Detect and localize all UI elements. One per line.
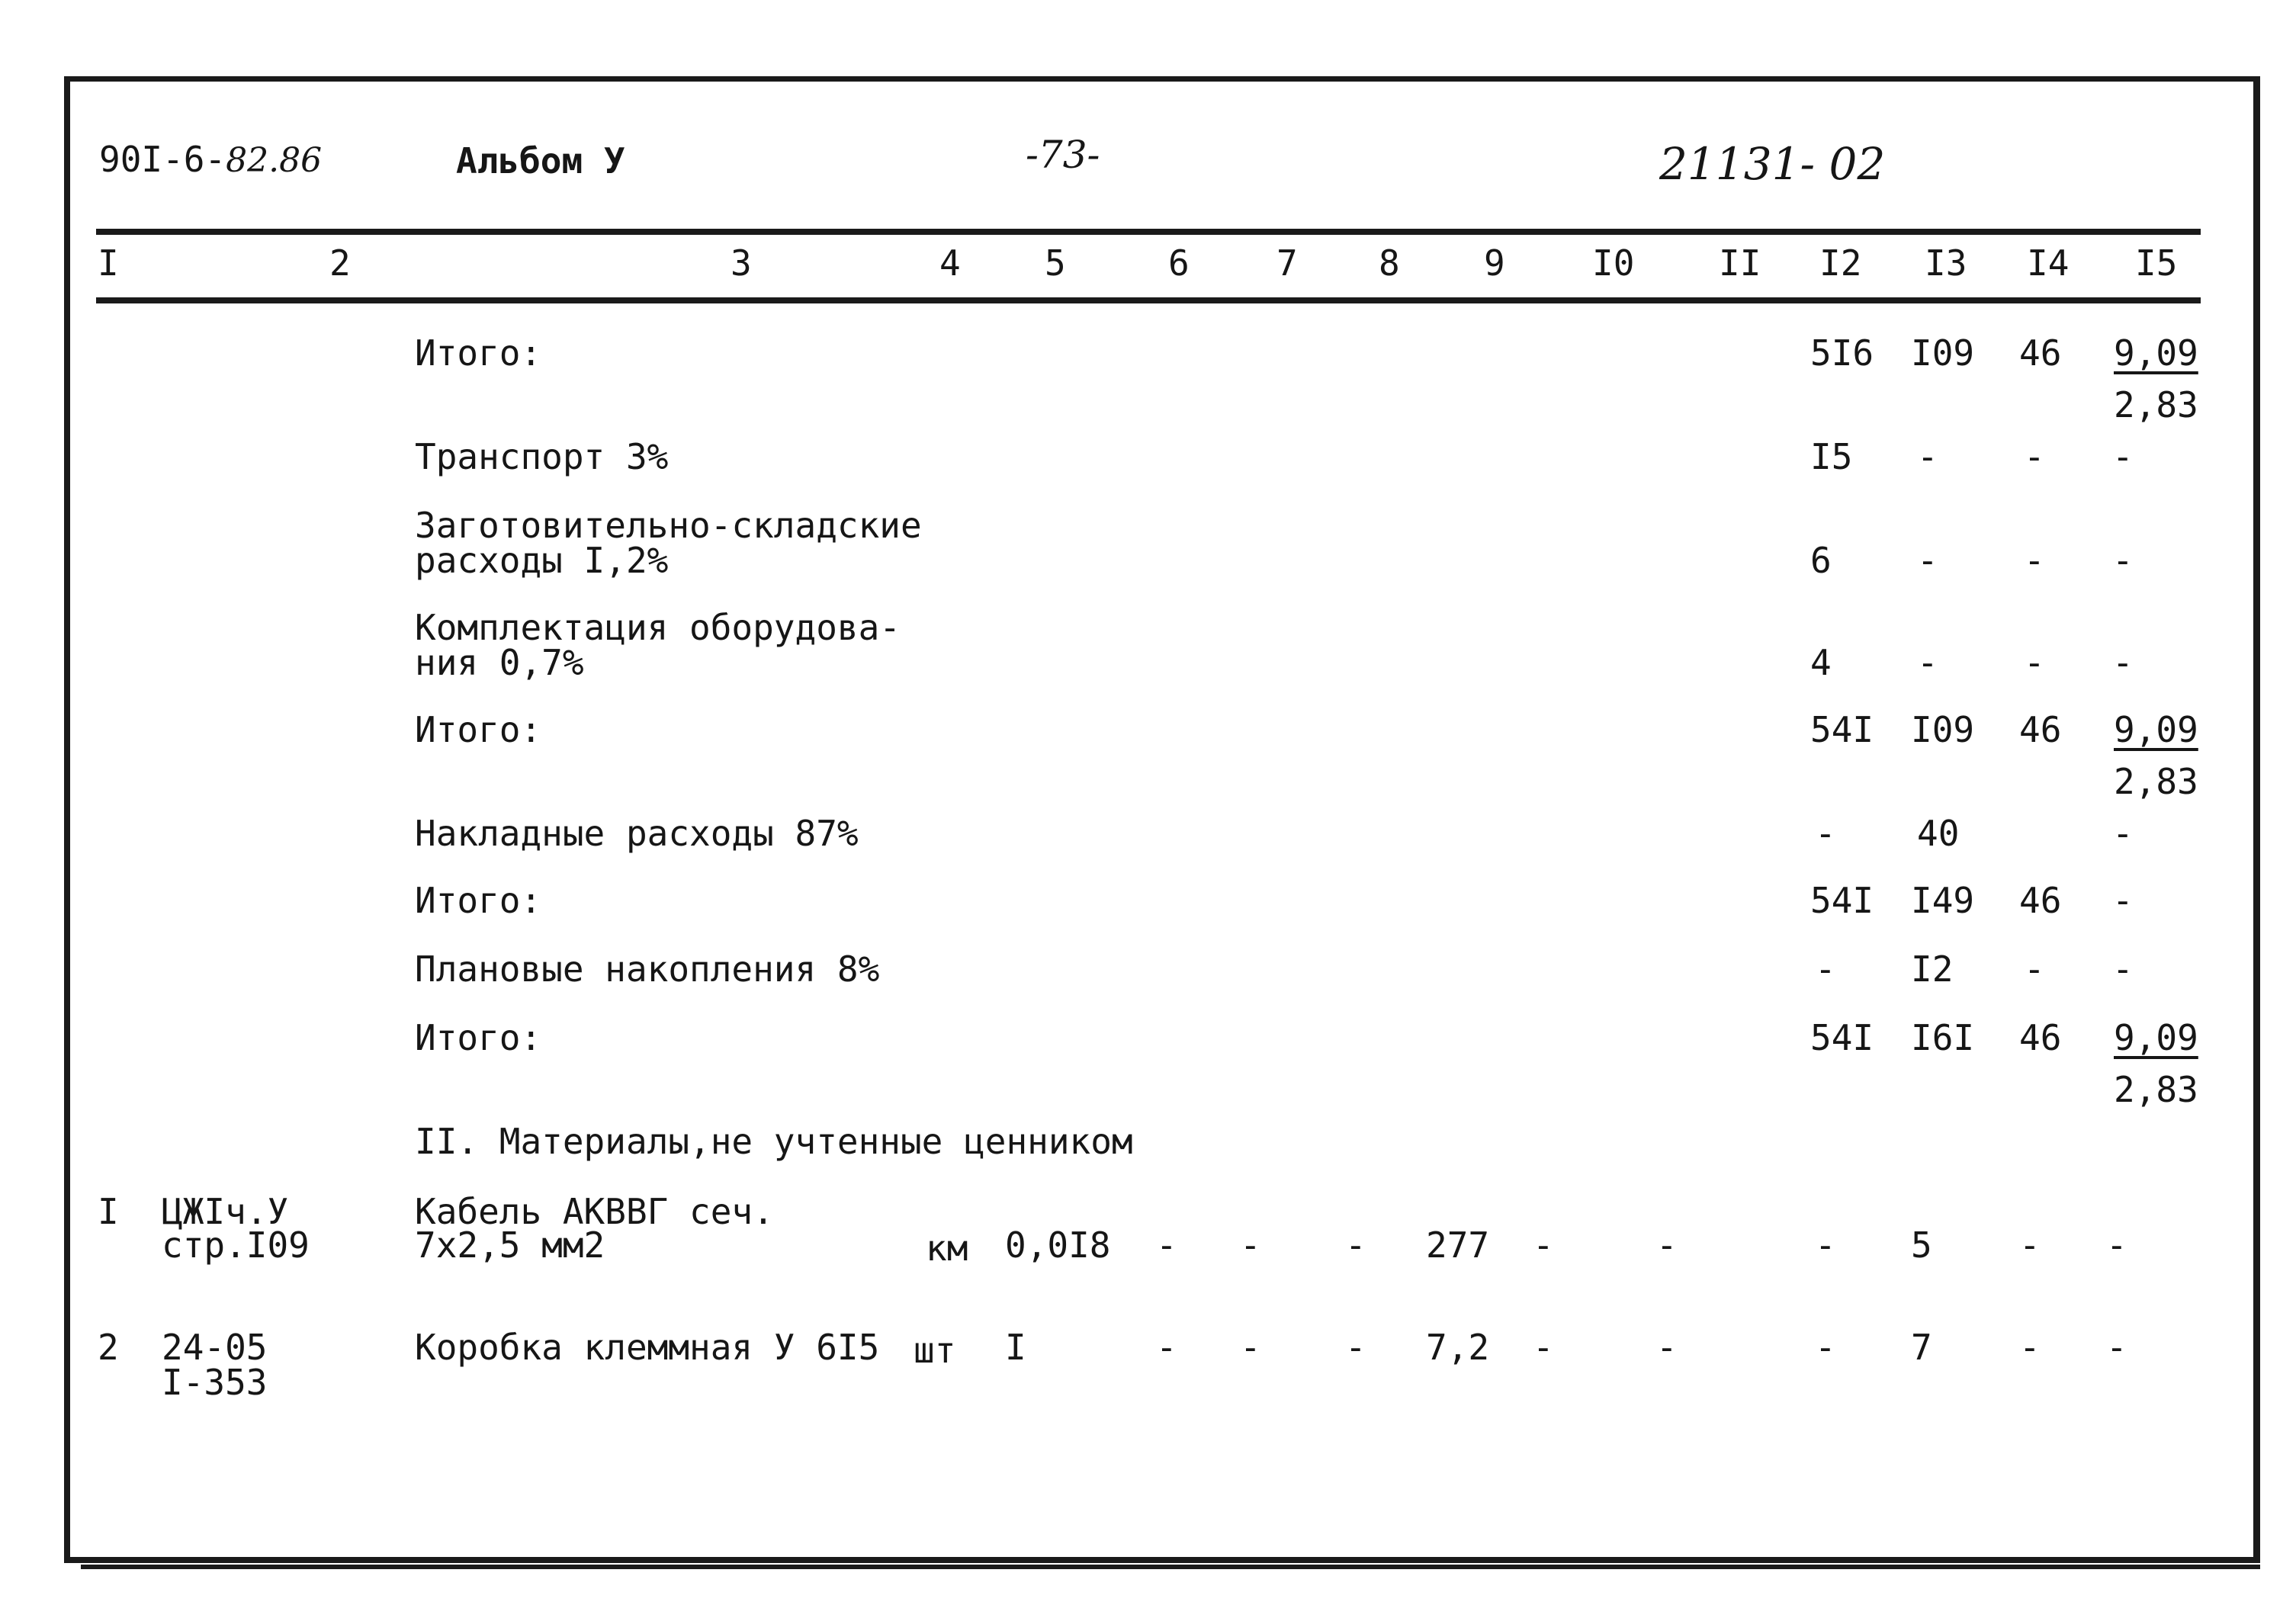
row-procurement-label-line1: Заготовительно-складские	[415, 505, 922, 546]
cell-15: -	[2106, 1327, 2127, 1368]
cell-13: -	[1917, 540, 1938, 581]
col-14: I4	[2027, 242, 2070, 284]
cell-14: -	[2024, 436, 2045, 477]
cell-14: -	[2024, 642, 2045, 683]
row-total-label: Итого:	[415, 880, 542, 921]
cell-15: -	[2112, 436, 2134, 477]
cell-14: -	[2019, 1225, 2041, 1266]
cell-12: -	[1815, 949, 1836, 990]
cell-9: 7,2	[1426, 1327, 1490, 1368]
project-code	[99, 139, 323, 180]
item-code-line2: I-353	[162, 1362, 268, 1403]
col-5: 5	[1045, 242, 1066, 284]
row-transport-label: Транспорт 3%	[415, 436, 669, 477]
cell-15-top: 9,09	[2114, 1017, 2198, 1058]
cell-13: 7	[1911, 1327, 1932, 1368]
item-code-line1: ЦЖIч.У	[162, 1191, 289, 1232]
col-4: 4	[939, 242, 961, 284]
col-12: I2	[1819, 242, 1862, 284]
cell-14: 46	[2019, 332, 2062, 374]
cell-12: 54I	[1810, 880, 1874, 921]
cell-14: 46	[2019, 880, 2062, 921]
col-1: I	[98, 242, 119, 284]
col-2: 2	[329, 242, 351, 284]
cell-6: -	[1156, 1327, 1177, 1368]
col-7: 7	[1276, 242, 1298, 284]
cell-14: -	[2024, 540, 2045, 581]
cell-7: -	[1240, 1327, 1261, 1368]
cell-14: 46	[2019, 1017, 2062, 1058]
cell-12: -	[1815, 1225, 1836, 1266]
cell-13: -	[1917, 642, 1938, 683]
row-procurement-label-line2: расходы I,2%	[415, 540, 669, 581]
cell-12: 4	[1810, 642, 1832, 683]
project-code-typed: 90I-6-	[99, 139, 226, 180]
section-heading: II. Материалы,не учтенные ценником	[415, 1121, 1133, 1162]
cell-12: 54I	[1810, 709, 1874, 750]
cell-12: -	[1815, 813, 1836, 854]
cell-9: 277	[1426, 1225, 1490, 1266]
item-unit: км	[926, 1228, 968, 1269]
header-bottom-rule	[96, 297, 2201, 303]
cell-13: 40	[1917, 813, 1960, 854]
cell-8: -	[1345, 1327, 1366, 1368]
row-total-label: Итого:	[415, 1017, 542, 1058]
cell-12: 54I	[1810, 1017, 1874, 1058]
row-equipment-label-line1: Комплектация оборудова-	[415, 607, 901, 648]
col-9: 9	[1484, 242, 1505, 284]
cell-15: -	[2106, 1225, 2127, 1266]
cell-13: I09	[1911, 709, 1975, 750]
item-number: I	[98, 1191, 119, 1232]
cell-13: -	[1917, 436, 1938, 477]
cell-15-top: 9,09	[2114, 332, 2198, 374]
item-name-line2: 7х2,5 мм2	[415, 1225, 605, 1266]
cell-15: -	[2112, 540, 2134, 581]
item-unit: шт	[914, 1330, 956, 1371]
cell-12: 6	[1810, 540, 1832, 581]
item-number: 2	[98, 1327, 119, 1368]
row-planned-savings-label: Плановые накопления 8%	[415, 949, 880, 990]
col-13: I3	[1925, 242, 1967, 284]
col-8: 8	[1379, 242, 1400, 284]
item-quantity: I	[1005, 1327, 1026, 1368]
col-11: II	[1719, 242, 1761, 284]
cell-12: -	[1815, 1327, 1836, 1368]
cell-13: I6I	[1911, 1017, 1975, 1058]
cell-15-bottom: 2,83	[2114, 384, 2198, 425]
col-3: 3	[731, 242, 752, 284]
document-number: 21131- 02	[1659, 138, 1886, 190]
col-10: I0	[1592, 242, 1635, 284]
cell-10: -	[1533, 1327, 1554, 1368]
cell-11: -	[1656, 1327, 1678, 1368]
cell-15-bottom: 2,83	[2114, 1069, 2198, 1110]
row-total-label: Итого:	[415, 709, 542, 750]
cell-13: I49	[1911, 880, 1975, 921]
cell-8: -	[1345, 1225, 1366, 1266]
cell-15-top: 9,09	[2114, 709, 2198, 750]
header-top-rule	[96, 229, 2201, 235]
cell-15: -	[2112, 949, 2134, 990]
cell-10: -	[1533, 1225, 1554, 1266]
page-number: -73-	[1026, 133, 1100, 177]
row-total-label: Итого:	[415, 332, 542, 374]
item-quantity: 0,0I8	[1005, 1225, 1111, 1266]
cell-15-bottom: 2,83	[2114, 761, 2198, 802]
cell-12: I5	[1810, 436, 1853, 477]
cell-7: -	[1240, 1225, 1261, 1266]
col-6: 6	[1168, 242, 1190, 284]
item-code-line1: 24-05	[162, 1327, 268, 1368]
album-label: Альбом У	[456, 140, 625, 181]
row-overhead-label: Накладные расходы 87%	[415, 813, 859, 854]
cell-14: 46	[2019, 709, 2062, 750]
cell-13: I2	[1911, 949, 1954, 990]
project-code-handwritten: 82.86	[226, 141, 323, 180]
row-equipment-label-line2: ния 0,7%	[415, 642, 584, 683]
item-name-line1: Коробка клеммная У 6I5	[415, 1327, 880, 1368]
cell-13: 5	[1911, 1225, 1932, 1266]
cell-15: -	[2112, 813, 2134, 854]
cell-14: -	[2024, 949, 2045, 990]
item-code-line2: стр.I09	[162, 1225, 310, 1266]
col-15: I5	[2135, 242, 2178, 284]
cell-11: -	[1656, 1225, 1678, 1266]
cell-12: 5I6	[1810, 332, 1874, 374]
cell-15: -	[2112, 642, 2134, 683]
cell-15: -	[2112, 880, 2134, 921]
item-name-line1: Кабель АКВВГ сеч.	[415, 1191, 774, 1232]
cell-14: -	[2019, 1327, 2041, 1368]
cell-13: I09	[1911, 332, 1975, 374]
cell-6: -	[1156, 1225, 1177, 1266]
